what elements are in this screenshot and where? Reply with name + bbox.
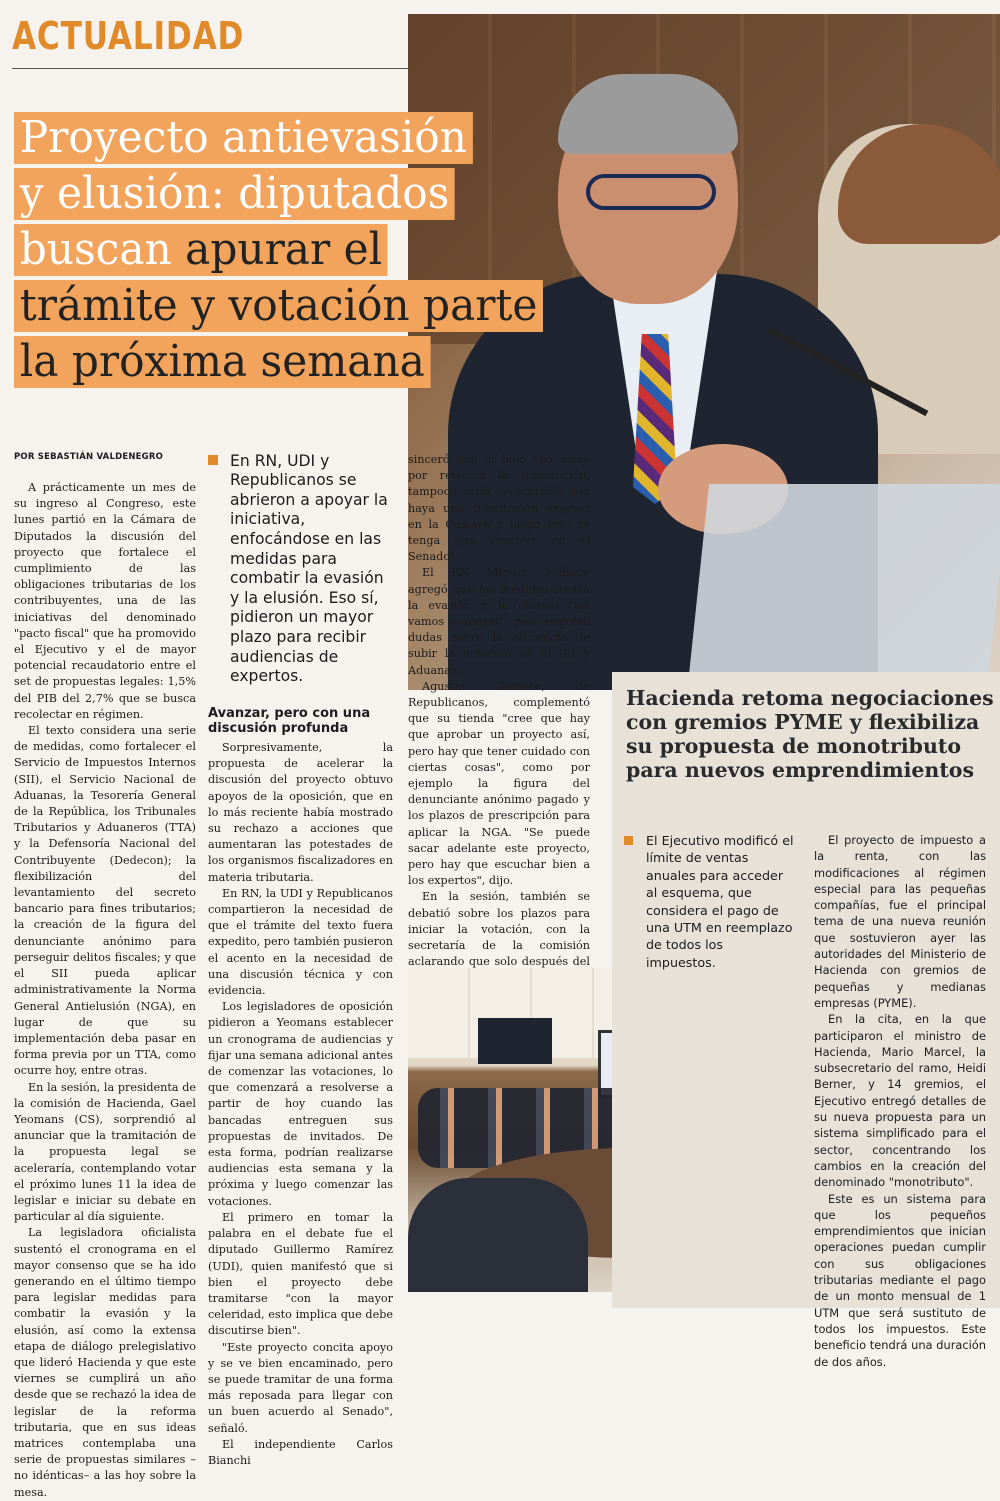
body-column-2 xyxy=(208,740,393,1469)
headline-line-3-light: buscan xyxy=(19,224,186,275)
side-headline: Hacienda retoma negociaciones con gremios PYME y flexibiliza su propuesta de monotributo para nuevos emprendimientos xyxy=(626,686,994,782)
body-column-1 xyxy=(14,480,196,1501)
paragraph: El primero en tomar la palabra en el debate fue el diputado Guillermo Ramírez (UDI), quien manifestó que si bien el proyecto debe tramitarse "con la mayor celeridad, esto implica que debe discutirse bien". xyxy=(208,1210,393,1338)
headline-line-5: la próxima semana xyxy=(14,336,431,388)
paragraph: El independiente Carlos Bianchi xyxy=(208,1437,393,1467)
paragraph: La legisladora oficialista sustentó el cronograma en el mayor consenso que se ha ido generando en el último tiempo para legislar medidas para combatir la evasión y la elusión, así como la extensa etapa de diálogo prelegislativo que lideró Hacienda y que este viernes se cumplirá un año desde que se rechazó la idea de legislar de la reforma tributaria, que en sus ideas matrices contemplaba una serie de propuestas similares –no idénticas– a las hoy sobre la mesa. xyxy=(14,1226,196,1499)
bullet-square-icon xyxy=(624,836,633,845)
paragraph: A prácticamente un mes de su ingreso al Congreso, este lunes partió en la Cámara de Diputados la discusión del proyecto que fortalece el cumplimiento de las obligaciones tributarias de los contribuyentes, una de las iniciativas del denominado "pacto fiscal" que ha promovido el Ejecutivo y el de mayor potencial recaudatorio entre el set de propuestas legales: 1,5% del PIB del 2,7% que se busca recolectar en régimen. xyxy=(14,481,196,721)
section-rule xyxy=(12,68,408,69)
side-pull-text: El Ejecutivo modificó el límite de ventas anuales para acceder al esquema, que considera el pago de una UTM en reemplazo de todos los impuestos. xyxy=(646,833,794,970)
section-tag: ACTUALIDAD xyxy=(12,14,245,58)
paragraph: En RN, la UDI y Republicanos compartieron la necesidad de que el trámite del texto fuera expedito, pero también pusieron el acento en la necesidad de una discusión técnica y con evidencia. xyxy=(208,886,393,998)
paragraph: El texto considera una serie de medidas, como fortalecer el Servicio de Impuestos Internos (SII), el Servicio Nacional de Aduanas, la Tesorería General de la República, los Tribunales Tributarios y Aduaneros (TTA) y la Defensoría Nacional del Contribuyente (Dedecon); la flexibilización del levantamiento del secreto bancario para fines tributarios; la creación de la figura del denunciante anónimo para perseguir delitos fiscales; y que el SII pueda aplicar administrativamente la Norma General Antielusión (NGA), en lugar de que su implementación deba pasar en forma previa por un TTA, como ocurre hoy, entre otras. xyxy=(14,724,196,1078)
headline-line-3 xyxy=(14,224,388,276)
paragraph: Los legisladores de oposición pidieron a Yeomans establecer un cronograma de audiencias y fijar una semana adicional antes de comenzar las votaciones, lo que comenzará a resolverse a partir de hoy cuando las bancadas entreguen sus propuestas de invitados. De esta forma, podrían realizarse audiencias esta semana y la próxima y luego comenzar las votaciones. xyxy=(208,1000,393,1208)
headline-line-4: trámite y votación parte xyxy=(14,280,543,332)
headline-line-3-dark: apurar el xyxy=(185,224,383,275)
paragraph: "Este proyecto concita apoyo y se ve bien encaminado, pero se puede tramitar de una forma más reposada para llegar con un buen acuerdo al Senado", señaló. xyxy=(208,1340,393,1435)
pull-quote-text: En RN, UDI y Republicanos se abrieron a apoyar la iniciativa, enfocándose en las medidas para combatir la evasión y la elusión. Eso sí, pidieron un mayor plazo para recibir audiencias de expertos. xyxy=(230,451,388,686)
byline: POR SEBASTIÁN VALDENEGRO xyxy=(14,452,164,462)
side-body-column xyxy=(814,832,986,1370)
paragraph: El RN Miguel Mellado agregó que las medidas contra la evasión y la elusión "las vamos a apoyar", pero expresó dudas sobre la eficiencia de subir la dotación en el SII y Aduanas. xyxy=(408,566,590,677)
paragraph: sinceró que si bien "no estoy por retrasar la tramitación, tampoco sería presentable que haya una tramitación express en la Cámara y luego esto se tenga que resolver en el Senado". xyxy=(408,453,590,564)
pull-quote xyxy=(208,452,392,687)
paragraph: Sorpresivamente, la propuesta de acelerar la discusión del proyecto obtuvo apoyos de la oposición, que en lo más reciente había mostrado su rechazo a acciones que aumentaran las potestades de los organismos fiscalizadores en materia tributaria. xyxy=(208,741,393,884)
paragraph: En la sesión, también se debatió sobre los plazos para iniciar la votación, con la secretaría de la comisión aclarando que solo después del xyxy=(408,890,590,969)
side-pull-quote xyxy=(624,832,796,971)
subheading: Avanzar, pero con una discusión profunda xyxy=(208,706,371,736)
headline-line-1: Proyecto antievasión xyxy=(14,112,473,164)
bullet-square-icon xyxy=(208,455,218,465)
paragraph: El proyecto de impuesto a la renta, con las modificaciones al régimen especial para las pequeñas compañías, fue el principal tema de una nueva reunión que sostuvieron ayer las autoridades del Ministerio de Hacienda con gremios de pequeñas y medianas empresas (PYME). xyxy=(814,833,986,1010)
paragraph: En la cita, en la que participaron el ministro de Hacienda, Mario Marcel, la subsecretario del ramo, Heidi Berner, y 14 gremios, el Ejecutivo entregó detalles de su nueva propuesta para un sistema simplificado para el sector, concentrando los cambios en la creación del denominado "monotributo". xyxy=(814,1012,986,1190)
headline-line-2: y elusión: diputados xyxy=(14,168,455,220)
headline xyxy=(14,112,614,392)
paragraph: En la sesión, la presidenta de la comisión de Hacienda, Gael Yeomans (CS), sorprendió al anunciar que la tramitación de la propuesta legal se aceleraría, contemplando votar el próximo lunes 11 la idea de legislar e iniciar su debate en particular al día siguiente. xyxy=(14,1080,196,1224)
paragraph: Agustín Romero, de Republicanos, complementó que su tienda "cree que hay que aprobar un proyecto así, pero hay que tener cuidado con ciertas cosas", como por ejemplo la figura del denunciante anónimo pagado y los plazos de prescripción para aplicar la NGA. "Se puede sacar adelante este proyecto, pero hay que escuchar bien a los expertos", dijo. xyxy=(408,679,590,888)
paragraph: Este es un sistema para que los pequeños emprendimientos que inician operaciones puedan cumplir con sus obligaciones tributarias mediante el pago de un monto mensual de 1 UTM que será sustituto de todos los impuestos. Este beneficio tendrá una duración de dos años. xyxy=(814,1191,986,1369)
